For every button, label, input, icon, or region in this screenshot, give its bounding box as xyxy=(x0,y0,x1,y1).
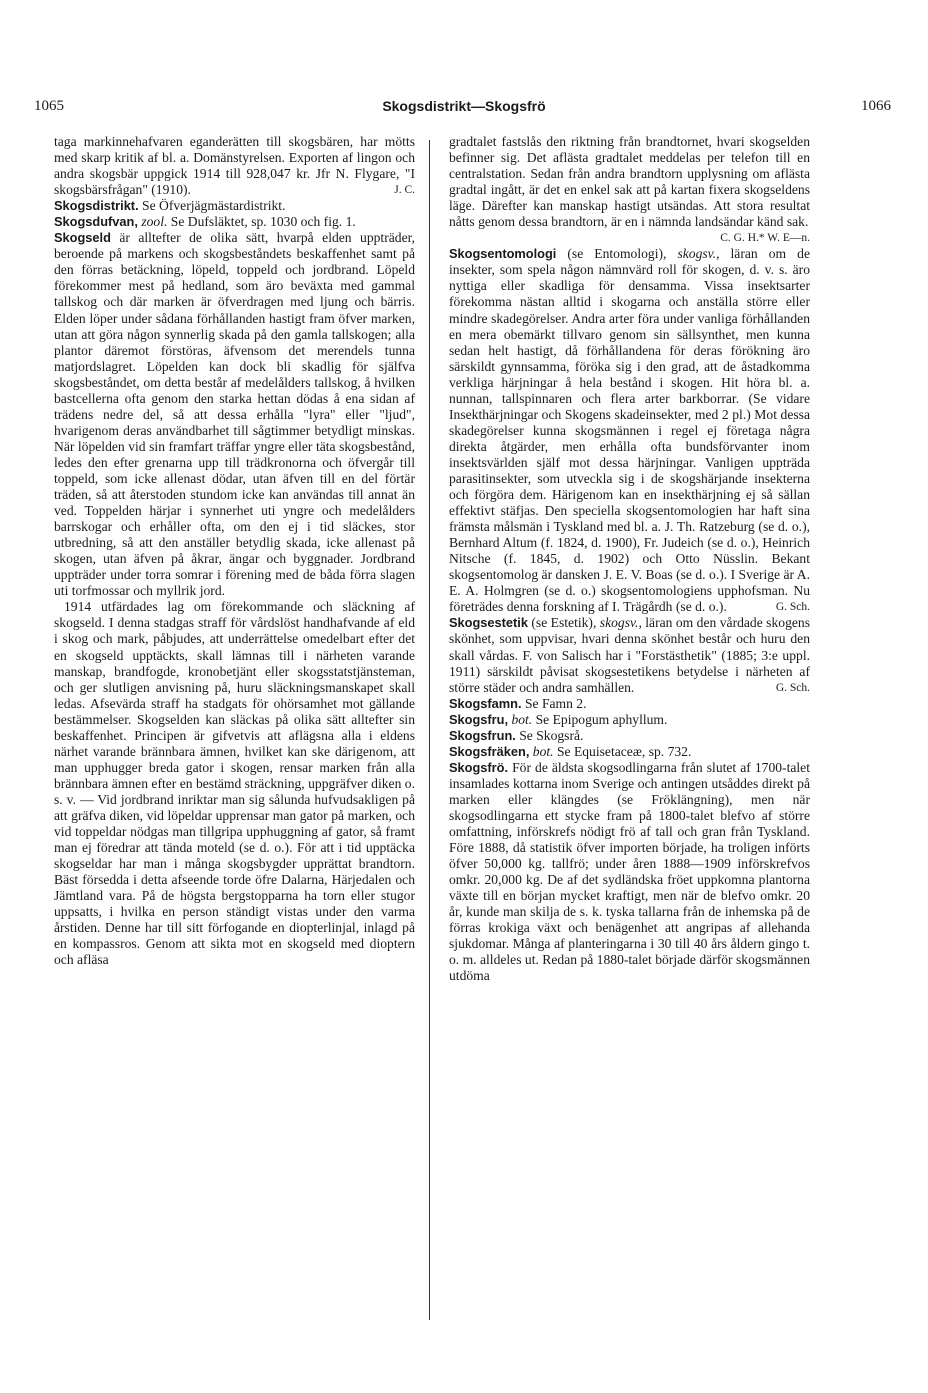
left-column xyxy=(54,134,415,968)
entry-text: Se Famn 2. xyxy=(521,695,587,711)
subject-label: zool. xyxy=(141,214,168,230)
entry-skogsfrun xyxy=(449,728,810,744)
entry-headword: Skogsfräken, xyxy=(449,743,530,759)
entry-text: Se Skogsrå. xyxy=(515,727,584,743)
author-signature: G. Sch. xyxy=(775,601,810,614)
entry-headword: Skogsfrun. xyxy=(449,727,516,743)
entry-skogsdufvan xyxy=(54,214,415,230)
entry-headword: Skogsdufvan, xyxy=(54,214,138,230)
entry-text: Se Dufsläktet, sp. 1030 och fig. 1. xyxy=(167,214,356,230)
right-page-number: 1066 xyxy=(861,98,891,114)
entry-headword: Skogsfru, xyxy=(449,711,509,727)
column-divider xyxy=(429,140,430,1320)
entry-skogsentomologi xyxy=(449,246,810,615)
entry-skogsdistrikt xyxy=(54,198,415,214)
entry-skogsfraken xyxy=(449,744,810,760)
subject-label: skogsv. xyxy=(677,246,717,262)
entry-headword: Skogseld xyxy=(54,230,111,246)
entry-text: är alltefter de olika sätt, hvarpå elden uppträder, beroende på markens och skogsbeståndets beskaffenhet samt på den förras betäckning, löpeld, toppeld och jordbrand. Löpeld förekommer mest på hedland, som äro beväxta med gammal tallskog och där marken är öfverdragen med ljung och bärris. Elden löper under sådana förhållanden hastigt fram öfver marken, utan att göra någon synnerlig skada på den gamla tallskogen; alla plantor däremot förstöras, äfvensom det merendels tunna matjordslagret. Löpelden kan dock bli skadlig för själfva skogsbeståndet, om detta består af medelålders tallskog, å hvilken bastcellerna ofta genom den starka hettan dödas å ena sidan af trädens nedre del, så att dessa erhålla "lyra" eller "ljud", hvarigenom deras användbarhet till sågtimmer betydligt minskas. När löpelden vid sin framfart träffar yngre eller täta skogsbestånd, ledes den efter grenarna upp till trädkronorna och öfvergår till toppeld, som icke allenast dödar, utan äfven till en del förtär träden, så att återstoden stundom icke kan användas till annat än ved. Toppelden härjar i synnerhet uti yngre och medelålders barrskogar och erhåller ofta, om den ej i tid släckes, stor utbredning, så att den anställer betydlig skada, icke allenast på skogen, utan äfven på åkrar, ängar och byggnader. Jordbrand uppträder under torra somrar i förening med de båda förra slagen uti torfmossar och myllrik jord. xyxy=(54,230,415,599)
entry-headword: Skogsfamn. xyxy=(449,695,522,711)
paragraph-skogsbar xyxy=(54,134,415,198)
paragraph-brandtorn xyxy=(449,134,810,245)
entry-skogsfamn xyxy=(449,696,810,712)
entry-skogsfru xyxy=(449,712,810,728)
page-header xyxy=(0,98,928,120)
subject-label: bot. xyxy=(511,711,533,727)
entry-text: , läran om den vårdade skogens skönhet, som uppvisar, hvari denna skönhet består och huru den skall vårdas. F. von Salisch har i "Forstästhetik" (1885; 3:e uppl. 1911) särskildt påvisat skogsestetikens betydelse i närheten af större städer och andra samhällen. xyxy=(449,615,810,695)
subject-label: bot. xyxy=(532,743,554,759)
author-signature: J. C. xyxy=(394,184,415,197)
entry-headword: Skogsestetik xyxy=(449,615,528,631)
entry-text: För de äldsta skogsodlingarna från slutet af 1700-talet insamlades kottarna inom Sverige och antingen utsåddes direkt på marken eller klängdes (se Fröklängning), men när skogsodlingarna ett stycke fram på 1800-talet blefvo af större omfattning, införskrefs nödigt frö af tall och gran från Tyskland. Före 1888, då statistik öfver importen började, ha troligen införts öfver 50,000 kg. tallfrö; under åren 1888—1909 införskrefvos omkr. 20,000 kg. De af det sydländska fröet uppkomna plantorna växte till en början mycket kraftigt, men när de blefvo omkr. 20 år, kunde man skilja de s. k. tyska tallarna från de inhemska på de förras krokiga växt och benägenhet att angripas af allehanda sjukdomar. Många af planteringarna i 30 till 40 års åldern gingo t. o. m. alldeles ut. Redan på 1880-talet började därför skogsmännen utdöma xyxy=(449,759,810,984)
entry-headword: Skogsfrö. xyxy=(449,759,509,775)
entry-text: (se Entomologi), xyxy=(556,246,678,262)
entry-headword: Skogsdistrikt. xyxy=(54,198,139,214)
entry-text: Se Equisetaceæ, sp. 732. xyxy=(553,743,692,759)
author-signature: C. G. H.* W. E—n. xyxy=(720,232,810,245)
paragraph-text: gradtalet fastslås den riktning från brandtornet, hvari skogselden befinner sig. Det aflästa gradtalet meddelas per telefon till en centralstation. Sedan från andra brandtorn upplysning om aflästa gradtal ingått, är det en enkel sak att på kartan fixera skogseldens läge. Därefter kan manskap hastigt utsändas. Att stora resultat nåtts genom dessa brandtorn, är en i nämnda landsändar känd sak. xyxy=(449,134,810,230)
subject-label: skogsv. xyxy=(599,615,639,631)
left-page-number: 1065 xyxy=(34,98,64,114)
paragraph-text: taga markinnehafvaren eganderätten till skogsbären, har mötts med skarp kritik af bl. a. Domänstyrelsen. Exporten af lingon och andra skogsbär uppgick 1914 till 928,047 kr. Jfr N. Flygare, "I skogsbärsfrågan" (1910). xyxy=(54,134,415,198)
entry-skogseld xyxy=(54,230,415,599)
entry-headword: Skogsentomologi xyxy=(449,246,557,262)
entry-text: Se Öfverjägmästardistrikt. xyxy=(138,198,286,214)
entry-text: Se Epipogum aphyllum. xyxy=(532,711,668,727)
entry-text: , läran om de insekter, som spela någon nämnvärd roll för skogen, d. v. s. äro nyttiga eller skadliga för densamma. Vissa insektsarter förekomma nästan alltid i skogarna och anställa större eller mindre skadegörelser. Andra arter föra under vanliga förhållanden en mera obemärkt tillvaro genom sin sällsynthet, men kunna sedan helt hastigt, då förhållandena för deras förökning äro särskildt gynnsamma, föröka sig i den grad, att de åstadkomma verkliga härjningar å hela bestånd i skogen. Hit höra bl. a. nunnan, tallspinnaren och flera arter barkborrar. (Se vidare Insekthärjningar och Skogens skadeinsekter, med 2 pl.) Mot dessa skadegörelser kunna skogsmännen i regel ej företaga några direkta åtgärder, men erhålla ofta bundsförvanter inom insektsvärlden själf mot dessa härjningar. Vanligen uppträda parasitinsekter, som utveckla sig i de skogshärjande insekterna och förgöra dem. Härigenom kan en insekthärjning ej så sällan effektivt stäfjas. Den speciella skogsentomologien har haft sina främsta målsmän i Tyskland med bl. a. J. Th. Ratzeburg (se d. o.), Bernhard Altum (f. 1824, d. 1900), Fr. Judeich (se d. o.), Heinrich Nitsche (f. 1845, d. 1902) och Otto Nüsslin. Bekant skogsentomolog är dansken J. E. V. Boas (se d. o.). I Sverige är A. E. A. Holmgren (se d. o.) skogsentomologiens upphofsman. Nu företrädes denna forskning af I. Trägårdh (se d. o.). xyxy=(449,246,810,615)
paragraph-skogseld-lag: 1914 utfärdades lag om förekommande och släckning af skogseld. I denna stadgas straff för vårdslöst handhafvande af eld i skog och mark, påbjudes, att underrättelse omedelbart efter det en skogseld upptäckts, skall lämnas till i närheten varande manskap, brandfogde, kronobetjänt eller skogsstatstjänsteman, och ger slutligen anvisning på, huru släckningsmanskapet skall ledas. Afsevärda straff ha stadgats för ohörsamhet mot gällande bestämmelser. Skogselden kan släckas på olika sätt alltefter sin beskaffenhet. Principen är gifvetvis att aflägsna alla i eldens närhet varande brännbara ämnen, hvilket kan ske därigenom, att man upphugger breda gator i skogen, rensar marken från alla brännbara ämnen efter en bestämd sträckning, uppgräfver diken o. s. v. — Vid jordbrand inriktar man sig sålunda hufvudsakligen på att gräfva diken, vid löpeldar upprensar man gator på marken, och vid toppeldar nödgas man tillgripa upphuggning af gator, så framt man ej föredrar att tända moteld (se d. o.). För att i tid upptäcka skogseldar har man i många skogsbygder upprättat brandtorn. Bäst försedda i detta afseende torde öfre Dalarna, Härjedalen och Jämtland vara. På de högsta bergstopparna ha torn eller stugor uppsatts, i hvilka en person ständigt vistas under den varma årstiden. Denne har till sitt förfogande en diopterlinjal, inlagd på en kompassros. Genom att sikta mot en skogseld med dioptern och afläsa xyxy=(54,599,415,968)
entry-text: (se Estetik), xyxy=(527,615,600,631)
running-title: Skogsdistrikt—Skogsfrö xyxy=(382,98,546,114)
entry-skogsfro xyxy=(449,760,810,985)
right-column xyxy=(449,134,810,984)
entry-skogsestetik xyxy=(449,615,810,695)
author-signature: G. Sch. xyxy=(775,681,810,694)
